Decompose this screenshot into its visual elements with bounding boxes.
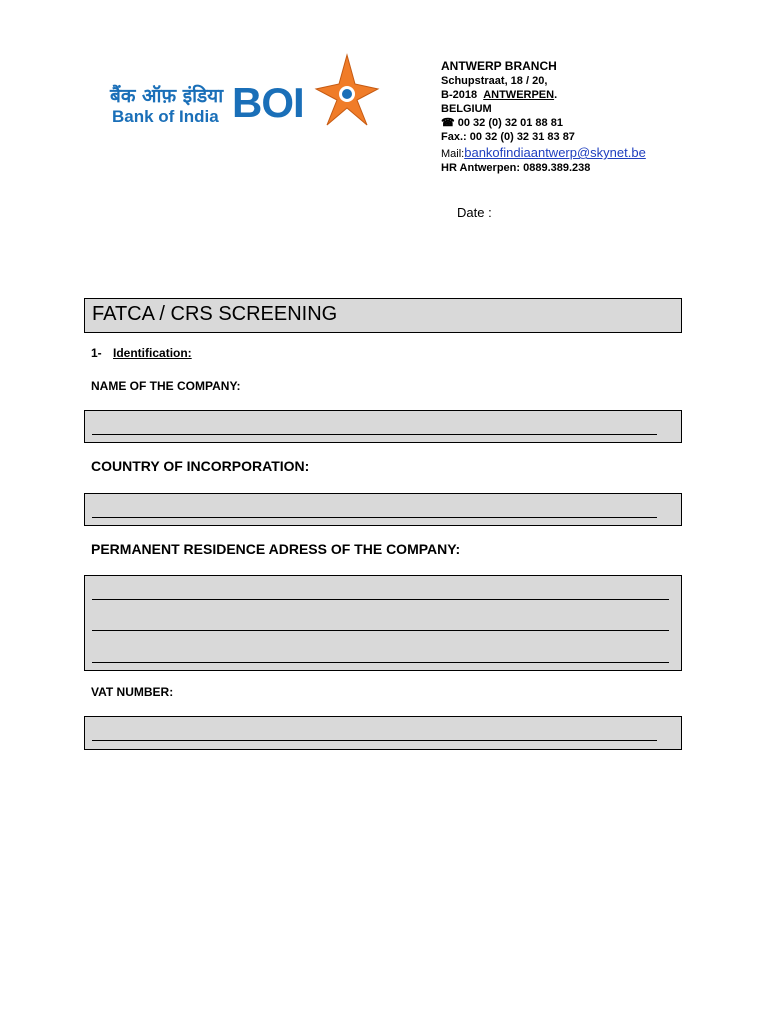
residence-label: PERMANENT RESIDENCE ADRESS OF THE COMPANY: — [91, 541, 461, 557]
star-icon — [314, 52, 380, 128]
section-number: 1- — [91, 346, 102, 360]
mail-link[interactable]: bankofindiaantwerp@skynet.be — [464, 145, 646, 160]
country: BELGIUM — [441, 103, 492, 115]
fill-line — [92, 599, 669, 600]
vat-field[interactable] — [84, 716, 682, 750]
fill-line — [92, 740, 657, 741]
company-name-label: NAME OF THE COMPANY: — [91, 379, 241, 393]
street: Schupstraat, 18 / 20, — [441, 75, 548, 87]
fill-line — [92, 630, 669, 631]
fax-number: Fax.: 00 32 (0) 32 31 83 87 — [441, 131, 575, 143]
section-label: Identification: — [113, 346, 192, 360]
company-name-field[interactable] — [84, 410, 682, 443]
country-field[interactable] — [84, 493, 682, 526]
residence-field[interactable] — [84, 575, 682, 671]
logo-acronym: BOI — [232, 79, 304, 126]
branch-address — [441, 59, 646, 175]
postcode-city: B-2018 ANTWERPEN. — [441, 89, 558, 101]
logo-hindi-name: बैंक ऑफ़ इंडिया — [110, 85, 224, 107]
date-label: Date : — [457, 205, 492, 220]
postcode: B-2018 — [441, 89, 478, 101]
mail-label: Mail: — [441, 148, 465, 160]
vat-label: VAT NUMBER: — [91, 685, 174, 699]
phone-icon: ☎ — [441, 117, 455, 129]
fill-line — [92, 517, 657, 518]
country-label: COUNTRY OF INCORPORATION: — [91, 458, 310, 474]
logo-english-name: Bank of India — [112, 107, 219, 126]
city: ANTWERPEN — [483, 89, 555, 101]
mail-row — [441, 146, 646, 161]
section-heading — [91, 346, 192, 360]
phone-number: 00 32 (0) 32 01 88 81 — [457, 117, 563, 129]
form-title: FATCA / CRS SCREENING — [84, 298, 682, 333]
fill-line — [92, 662, 669, 663]
branch-name: ANTWERP BRANCH — [441, 59, 557, 73]
fill-line — [92, 434, 657, 435]
bank-logo — [108, 52, 388, 132]
hr-number: HR Antwerpen: 0889.389.238 — [441, 162, 591, 174]
phone-row — [441, 116, 646, 130]
